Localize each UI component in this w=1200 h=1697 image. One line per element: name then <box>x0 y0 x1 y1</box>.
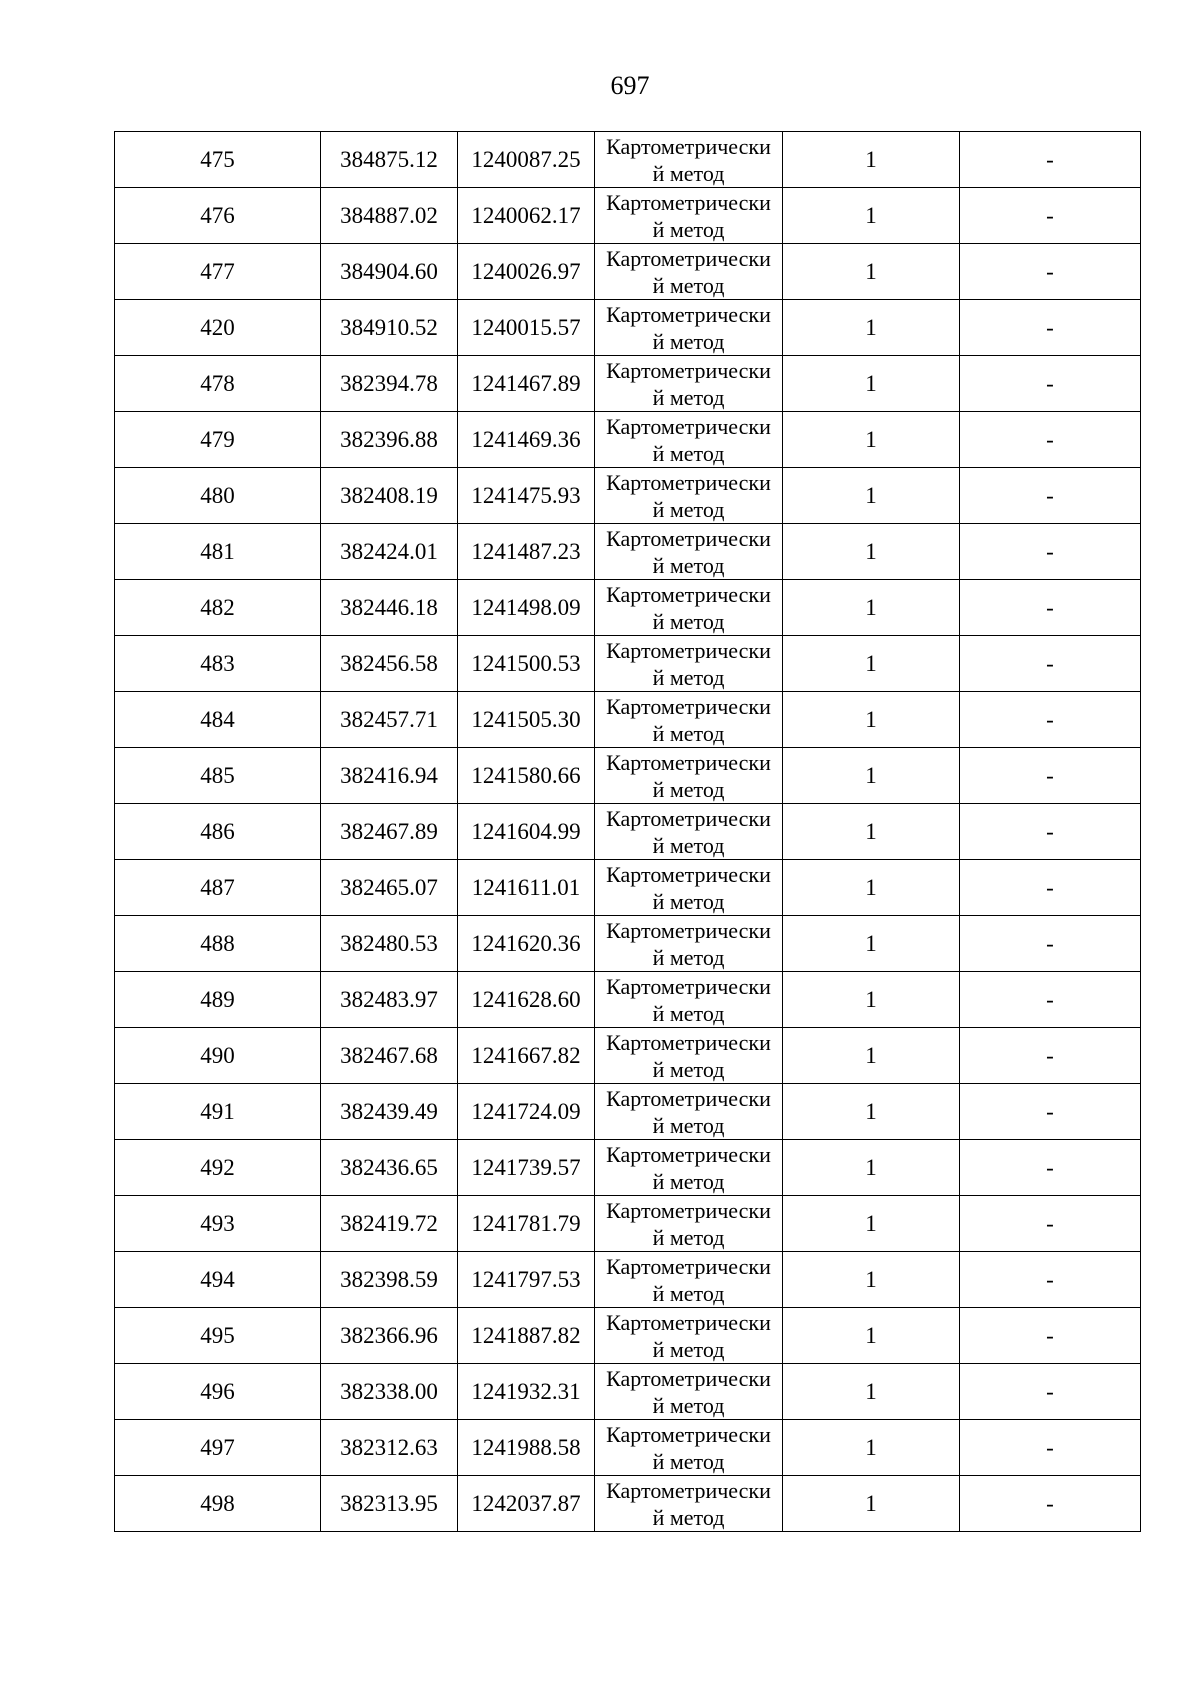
method-cell: Картометрически й метод <box>595 300 783 356</box>
y-coordinate-cell: 1241604.99 <box>458 804 595 860</box>
y-coordinate-cell: 1241781.79 <box>458 1196 595 1252</box>
point-number-cell: 420 <box>115 300 321 356</box>
method-cell: Картометрически й метод <box>595 468 783 524</box>
method-cell: Картометрически й метод <box>595 188 783 244</box>
accuracy-cell: 1 <box>783 580 960 636</box>
y-coordinate-cell: 1241469.36 <box>458 412 595 468</box>
accuracy-cell: 1 <box>783 1364 960 1420</box>
method-cell: Картометрически й метод <box>595 860 783 916</box>
y-coordinate-cell: 1240026.97 <box>458 244 595 300</box>
y-coordinate-cell: 1240015.57 <box>458 300 595 356</box>
point-number-cell: 487 <box>115 860 321 916</box>
table-row <box>115 524 1141 580</box>
table-row <box>115 356 1141 412</box>
x-coordinate-cell: 384887.02 <box>321 188 458 244</box>
x-coordinate-cell: 382394.78 <box>321 356 458 412</box>
method-cell: Картометрически й метод <box>595 132 783 188</box>
table-row <box>115 132 1141 188</box>
table-row <box>115 412 1141 468</box>
note-cell: - <box>960 748 1141 804</box>
point-number-cell: 498 <box>115 1476 321 1532</box>
x-coordinate-cell: 382467.68 <box>321 1028 458 1084</box>
x-coordinate-cell: 382408.19 <box>321 468 458 524</box>
note-cell: - <box>960 1308 1141 1364</box>
table-row <box>115 636 1141 692</box>
point-number-cell: 497 <box>115 1420 321 1476</box>
y-coordinate-cell: 1240062.17 <box>458 188 595 244</box>
accuracy-cell: 1 <box>783 188 960 244</box>
y-coordinate-cell: 1241667.82 <box>458 1028 595 1084</box>
table-row <box>115 804 1141 860</box>
method-cell: Картометрически й метод <box>595 580 783 636</box>
y-coordinate-cell: 1241475.93 <box>458 468 595 524</box>
method-cell: Картометрически й метод <box>595 356 783 412</box>
note-cell: - <box>960 1028 1141 1084</box>
x-coordinate-cell: 382480.53 <box>321 916 458 972</box>
accuracy-cell: 1 <box>783 244 960 300</box>
accuracy-cell: 1 <box>783 1308 960 1364</box>
accuracy-cell: 1 <box>783 356 960 412</box>
method-cell: Картометрически й метод <box>595 804 783 860</box>
table-row <box>115 1308 1141 1364</box>
accuracy-cell: 1 <box>783 132 960 188</box>
accuracy-cell: 1 <box>783 1196 960 1252</box>
method-cell: Картометрически й метод <box>595 692 783 748</box>
table-row <box>115 972 1141 1028</box>
x-coordinate-cell: 382439.49 <box>321 1084 458 1140</box>
point-number-cell: 493 <box>115 1196 321 1252</box>
method-cell: Картометрически й метод <box>595 748 783 804</box>
table-row <box>115 860 1141 916</box>
accuracy-cell: 1 <box>783 1252 960 1308</box>
note-cell: - <box>960 860 1141 916</box>
method-cell: Картометрически й метод <box>595 1084 783 1140</box>
method-cell: Картометрически й метод <box>595 1476 783 1532</box>
coordinates-table-body <box>115 132 1141 1532</box>
point-number-cell: 492 <box>115 1140 321 1196</box>
method-cell: Картометрически й метод <box>595 972 783 1028</box>
note-cell: - <box>960 804 1141 860</box>
point-number-cell: 495 <box>115 1308 321 1364</box>
note-cell: - <box>960 524 1141 580</box>
point-number-cell: 496 <box>115 1364 321 1420</box>
point-number-cell: 485 <box>115 748 321 804</box>
point-number-cell: 476 <box>115 188 321 244</box>
y-coordinate-cell: 1241620.36 <box>458 916 595 972</box>
accuracy-cell: 1 <box>783 804 960 860</box>
point-number-cell: 490 <box>115 1028 321 1084</box>
method-cell: Картометрически й метод <box>595 916 783 972</box>
y-coordinate-cell: 1241505.30 <box>458 692 595 748</box>
y-coordinate-cell: 1241724.09 <box>458 1084 595 1140</box>
x-coordinate-cell: 382424.01 <box>321 524 458 580</box>
method-cell: Картометрически й метод <box>595 1028 783 1084</box>
x-coordinate-cell: 382338.00 <box>321 1364 458 1420</box>
table-row <box>115 1196 1141 1252</box>
table-row <box>115 1252 1141 1308</box>
accuracy-cell: 1 <box>783 468 960 524</box>
y-coordinate-cell: 1241487.23 <box>458 524 595 580</box>
method-cell: Картометрически й метод <box>595 1308 783 1364</box>
y-coordinate-cell: 1241467.89 <box>458 356 595 412</box>
x-coordinate-cell: 382465.07 <box>321 860 458 916</box>
accuracy-cell: 1 <box>783 692 960 748</box>
accuracy-cell: 1 <box>783 300 960 356</box>
point-number-cell: 488 <box>115 916 321 972</box>
method-cell: Картометрически й метод <box>595 244 783 300</box>
method-cell: Картометрически й метод <box>595 1140 783 1196</box>
table-row <box>115 1420 1141 1476</box>
table-row <box>115 1140 1141 1196</box>
accuracy-cell: 1 <box>783 636 960 692</box>
note-cell: - <box>960 580 1141 636</box>
point-number-cell: 484 <box>115 692 321 748</box>
x-coordinate-cell: 382398.59 <box>321 1252 458 1308</box>
y-coordinate-cell: 1241628.60 <box>458 972 595 1028</box>
table-row <box>115 300 1141 356</box>
x-coordinate-cell: 382396.88 <box>321 412 458 468</box>
note-cell: - <box>960 1476 1141 1532</box>
x-coordinate-cell: 382467.89 <box>321 804 458 860</box>
note-cell: - <box>960 1084 1141 1140</box>
accuracy-cell: 1 <box>783 524 960 580</box>
table-row <box>115 916 1141 972</box>
y-coordinate-cell: 1241988.58 <box>458 1420 595 1476</box>
table-row <box>115 188 1141 244</box>
accuracy-cell: 1 <box>783 972 960 1028</box>
page-number: 697 <box>610 71 650 100</box>
x-coordinate-cell: 382483.97 <box>321 972 458 1028</box>
table-row <box>115 1028 1141 1084</box>
accuracy-cell: 1 <box>783 860 960 916</box>
table-row <box>115 244 1141 300</box>
note-cell: - <box>960 244 1141 300</box>
method-cell: Картометрически й метод <box>595 636 783 692</box>
y-coordinate-cell: 1242037.87 <box>458 1476 595 1532</box>
note-cell: - <box>960 468 1141 524</box>
x-coordinate-cell: 382436.65 <box>321 1140 458 1196</box>
x-coordinate-cell: 382419.72 <box>321 1196 458 1252</box>
x-coordinate-cell: 382416.94 <box>321 748 458 804</box>
method-cell: Картометрически й метод <box>595 524 783 580</box>
x-coordinate-cell: 382457.71 <box>321 692 458 748</box>
note-cell: - <box>960 188 1141 244</box>
x-coordinate-cell: 382312.63 <box>321 1420 458 1476</box>
y-coordinate-cell: 1241887.82 <box>458 1308 595 1364</box>
coordinates-table <box>114 131 1141 1532</box>
accuracy-cell: 1 <box>783 1084 960 1140</box>
x-coordinate-cell: 384875.12 <box>321 132 458 188</box>
accuracy-cell: 1 <box>783 748 960 804</box>
x-coordinate-cell: 382366.96 <box>321 1308 458 1364</box>
x-coordinate-cell: 384910.52 <box>321 300 458 356</box>
method-cell: Картометрически й метод <box>595 1420 783 1476</box>
note-cell: - <box>960 1364 1141 1420</box>
table-row <box>115 1364 1141 1420</box>
point-number-cell: 480 <box>115 468 321 524</box>
note-cell: - <box>960 1196 1141 1252</box>
x-coordinate-cell: 382456.58 <box>321 636 458 692</box>
note-cell: - <box>960 636 1141 692</box>
x-coordinate-cell: 382313.95 <box>321 1476 458 1532</box>
note-cell: - <box>960 1420 1141 1476</box>
table-row <box>115 692 1141 748</box>
y-coordinate-cell: 1241498.09 <box>458 580 595 636</box>
method-cell: Картометрически й метод <box>595 1364 783 1420</box>
accuracy-cell: 1 <box>783 916 960 972</box>
note-cell: - <box>960 1140 1141 1196</box>
point-number-cell: 477 <box>115 244 321 300</box>
note-cell: - <box>960 412 1141 468</box>
point-number-cell: 494 <box>115 1252 321 1308</box>
note-cell: - <box>960 692 1141 748</box>
table-row <box>115 1084 1141 1140</box>
table-row <box>115 1476 1141 1532</box>
point-number-cell: 491 <box>115 1084 321 1140</box>
note-cell: - <box>960 1252 1141 1308</box>
x-coordinate-cell: 384904.60 <box>321 244 458 300</box>
point-number-cell: 481 <box>115 524 321 580</box>
y-coordinate-cell: 1240087.25 <box>458 132 595 188</box>
accuracy-cell: 1 <box>783 412 960 468</box>
point-number-cell: 482 <box>115 580 321 636</box>
note-cell: - <box>960 916 1141 972</box>
note-cell: - <box>960 972 1141 1028</box>
method-cell: Картометрически й метод <box>595 412 783 468</box>
accuracy-cell: 1 <box>783 1028 960 1084</box>
y-coordinate-cell: 1241739.57 <box>458 1140 595 1196</box>
y-coordinate-cell: 1241611.01 <box>458 860 595 916</box>
method-cell: Картометрически й метод <box>595 1252 783 1308</box>
method-cell: Картометрически й метод <box>595 1196 783 1252</box>
table-row <box>115 468 1141 524</box>
point-number-cell: 489 <box>115 972 321 1028</box>
point-number-cell: 483 <box>115 636 321 692</box>
y-coordinate-cell: 1241932.31 <box>458 1364 595 1420</box>
point-number-cell: 478 <box>115 356 321 412</box>
accuracy-cell: 1 <box>783 1476 960 1532</box>
table-row <box>115 580 1141 636</box>
note-cell: - <box>960 132 1141 188</box>
y-coordinate-cell: 1241500.53 <box>458 636 595 692</box>
table-row <box>115 748 1141 804</box>
accuracy-cell: 1 <box>783 1420 960 1476</box>
point-number-cell: 479 <box>115 412 321 468</box>
accuracy-cell: 1 <box>783 1140 960 1196</box>
note-cell: - <box>960 300 1141 356</box>
note-cell: - <box>960 356 1141 412</box>
y-coordinate-cell: 1241797.53 <box>458 1252 595 1308</box>
x-coordinate-cell: 382446.18 <box>321 580 458 636</box>
point-number-cell: 475 <box>115 132 321 188</box>
y-coordinate-cell: 1241580.66 <box>458 748 595 804</box>
point-number-cell: 486 <box>115 804 321 860</box>
